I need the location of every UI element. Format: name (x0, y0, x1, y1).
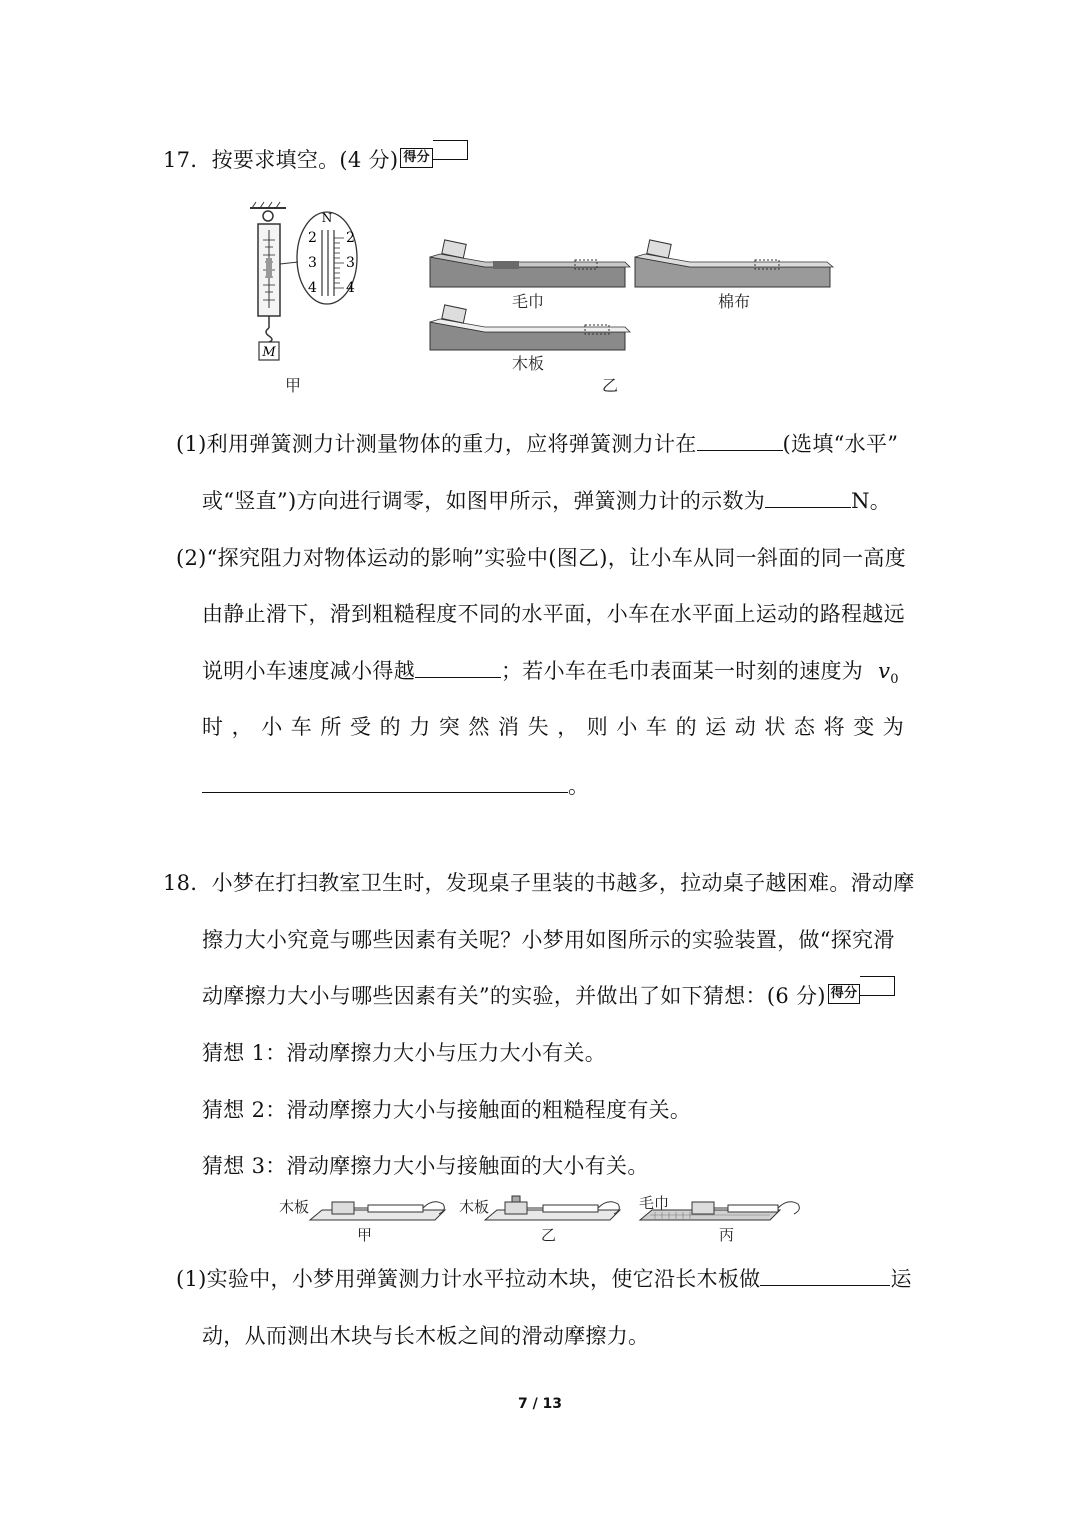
score-cell[interactable] (433, 140, 468, 160)
setup-yi-surface: 木板 (459, 1198, 490, 1216)
q17-part2-line3 (202, 657, 899, 694)
q18-text-3: 动摩擦力大小与哪些因素有关”的实验，并做出了如下猜想：(6 分) (202, 984, 826, 1008)
setup-bing-surface: 毛巾 (639, 1194, 670, 1212)
q17-score-box[interactable] (400, 140, 468, 168)
scale-3-right: 3 (346, 255, 355, 271)
q17-blank-state[interactable] (202, 772, 568, 793)
figure-yi-caption: 乙 (602, 376, 619, 395)
q17-part1-line2 (202, 487, 891, 515)
figure-jia-caption: 甲 (285, 376, 302, 395)
page-number: 7 / 13 (517, 1396, 563, 1412)
q17-part2-line5 (202, 772, 589, 800)
ramp-figures (425, 232, 845, 372)
scale-2: 2 (308, 230, 317, 246)
q17-p1-text-d: N。 (851, 489, 892, 513)
setup-yi-caption: 乙 (541, 1226, 557, 1244)
q17-part2-line1: (2)“探究阻力对物体运动的影响”实验中(图乙)，让小车从同一斜面的同一高度 (176, 546, 907, 570)
q17-part1-line1 (176, 430, 898, 458)
q18-line1 (163, 869, 915, 897)
scale-2-right: 2 (346, 230, 355, 246)
q18-line2: 擦力大小究竟与哪些因素有关呢？小梦用如图所示的实验装置，做“探究滑 (202, 928, 895, 952)
q17-p1-text-c: 或“竖直”)方向进行调零，如图甲所示，弹簧测力计的示数为 (202, 489, 766, 513)
q17-p1-text-a: (1)利用弹簧测力计测量物体的重力，应将弹簧测力计在 (176, 432, 697, 456)
setup-jia-caption: 甲 (357, 1226, 373, 1244)
spring-scale-figure (240, 200, 360, 370)
surface-cotton-label: 棉布 (718, 292, 751, 311)
scale-3: 3 (308, 255, 317, 271)
q18-part1-line2: 动，从而测出木块与长木板之间的滑动摩擦力。 (202, 1324, 650, 1348)
setup-jia (310, 1202, 445, 1220)
q17-blank-direction[interactable] (697, 430, 783, 451)
q17-p2-end: 。 (568, 774, 590, 798)
q17-part2-line2: 由静止滑下，滑到粗糙程度不同的水平面，小车在水平面上运动的路程越远 (202, 602, 905, 626)
mass-label: M (262, 345, 276, 360)
scale-unit: N (321, 211, 333, 225)
q18-text-1: 小梦在打扫教室卫生时，发现桌子里装的书越多，拉动桌子越困难。滑动摩 (211, 871, 915, 895)
q18-guess-3: 猜想 3：滑动摩擦力大小与接触面的大小有关。 (202, 1154, 649, 1178)
q17-blank-reading[interactable] (765, 487, 851, 508)
q18-line3 (202, 982, 895, 1010)
score-cell[interactable] (860, 976, 895, 996)
q17-p2-text-a: 说明小车速度减小得越 (202, 659, 415, 683)
q17-heading (163, 146, 468, 174)
q17-p1-text-b: (选填“水平” (782, 432, 899, 456)
q17-p2-text-b: ；若小车在毛巾表面某一时刻的速度为 (501, 659, 864, 683)
setup-bing-caption: 丙 (719, 1226, 735, 1244)
ramp-cotton (635, 240, 833, 287)
velocity-symbol: v (878, 659, 891, 683)
score-label: 得分 (400, 148, 433, 168)
q17-number: 17． (163, 148, 212, 172)
q18-guess-1: 猜想 1：滑动摩擦力大小与压力大小有关。 (202, 1041, 607, 1065)
ramp-towel (430, 240, 630, 287)
q18-p1-text-b: 运 (890, 1267, 912, 1291)
q18-score-box[interactable] (828, 976, 896, 1004)
scale-4-right: 4 (346, 280, 355, 296)
q18-part1-line1 (176, 1265, 912, 1293)
q17-title: 按要求填空。(4 分) (211, 148, 399, 172)
q18-number: 18． (163, 871, 212, 895)
q18-guess-2: 猜想 2：滑动摩擦力大小与接触面的粗糙程度有关。 (202, 1098, 692, 1122)
friction-figures (300, 1194, 820, 1228)
setup-yi (485, 1196, 620, 1220)
q17-part2-line4: 时，小车所受的力突然消失，则小车的运动状态将变为 (202, 715, 913, 739)
surface-wood-label: 木板 (512, 354, 545, 373)
velocity-subscript: 0 (890, 672, 899, 688)
q18-blank-motion[interactable] (760, 1265, 890, 1286)
q18-p1-text-a: (1)实验中，小梦用弹簧测力计水平拉动木块，使它沿长木板做 (176, 1267, 761, 1291)
setup-jia-surface: 木板 (279, 1198, 310, 1216)
surface-towel-label: 毛巾 (512, 292, 545, 311)
scale-4: 4 (308, 280, 317, 296)
score-label: 得分 (828, 984, 861, 1004)
q17-blank-speed[interactable] (415, 657, 501, 678)
